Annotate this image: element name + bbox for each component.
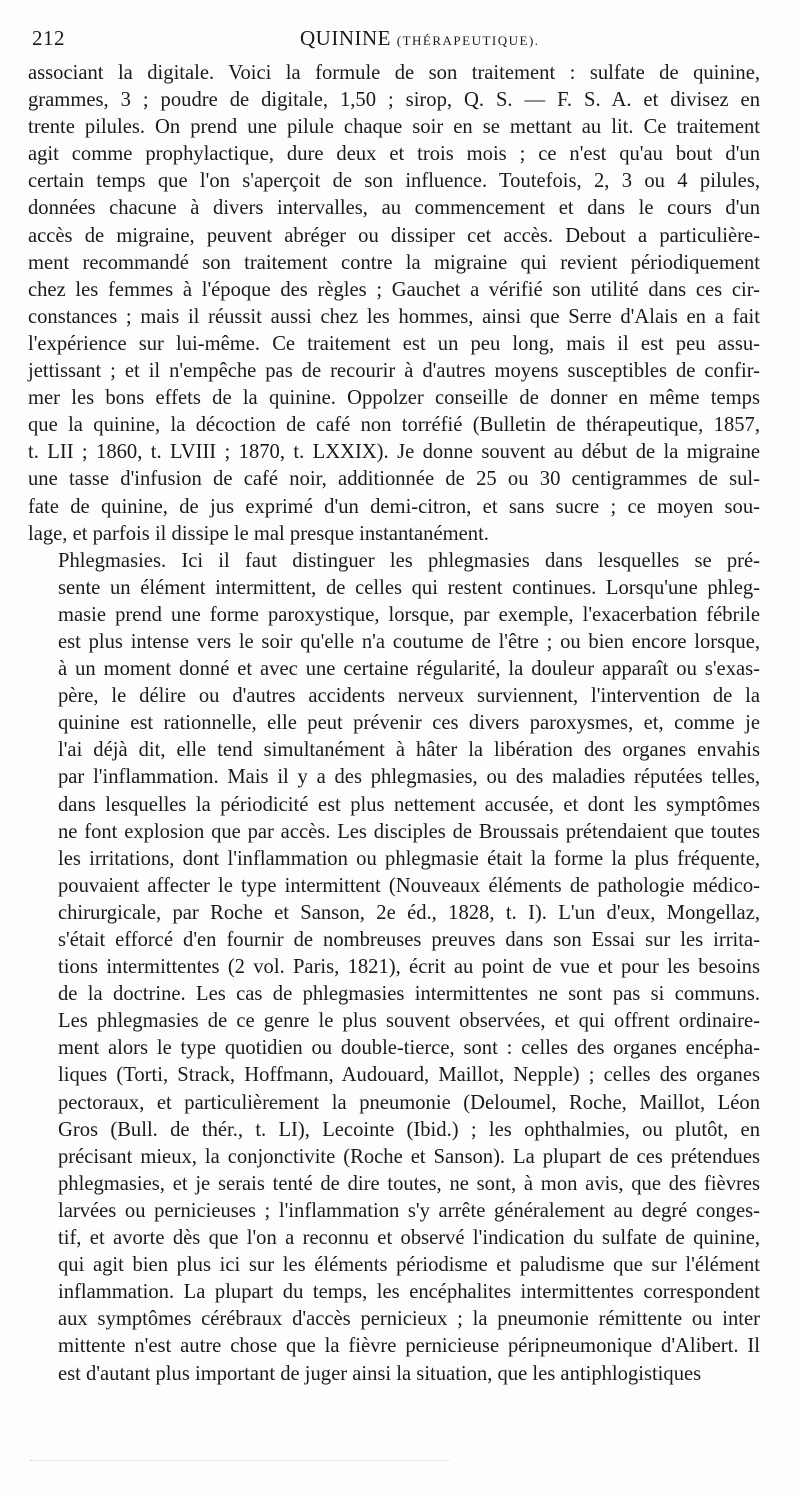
text-line: ment recommandé son traitement contre la migraine qui revient périodiquement [28, 251, 760, 274]
body-text [28, 60, 760, 1388]
paragraph-migraine-treatment [28, 60, 760, 548]
page-header [28, 22, 760, 60]
text-line: une tasse d'infusion de café noir, additionnée de 25 ou 30 centigrammes de sul- [28, 468, 760, 491]
text-line: pectoraux, et particulièrement la pneumonie (Deloumel, Roche, Maillot, Léon [58, 1091, 760, 1114]
text-line: que la quinine, la décoction de café non torréfié (Bulletin de thérapeutique, 1857, [28, 414, 760, 437]
text-line: larvées ou pernicieuses ; l'inflammation s'y arrête généralement au degré conges- [58, 1199, 760, 1222]
text-line: grammes, 3 ; poudre de digitale, 1,50 ; sirop, Q. S. — F. S. A. et divisez en [28, 89, 760, 112]
text-line: s'était efforcé d'en fournir de nombreuses preuves dans son Essai sur les irrita- [58, 929, 760, 951]
text-line: pouvaient affecter le type intermittent (Nouveaux éléments de pathologie médico- [58, 874, 760, 897]
text-line: associant la digitale. Voici la formule de son traitement : sulfate de quinine, [28, 62, 760, 84]
text-line: constances ; mais il réussit aussi chez les hommes, ainsi que Serre d'Alais en a fait [28, 305, 760, 328]
text-line: agit comme prophylactique, dure deux et trois mois ; ce n'est qu'au bout d'un [28, 143, 760, 166]
running-title [300, 26, 540, 51]
text-line: à un moment donné et avec une certaine régularité, la douleur apparaît ou s'exas- [58, 658, 760, 681]
running-title-sub: (THÉRAPEUTIQUE). [396, 33, 540, 48]
text-line: tions intermittentes (2 vol. Paris, 1821), écrit au point de vue et pour les besoins [58, 956, 760, 979]
text-line: père, le délire ou d'autres accidents nerveux surviennent, l'intervention de la [58, 685, 760, 708]
text-line: fate de quinine, de jus exprimé d'un demi-citron, et sans sucre ; ce moyen sou- [28, 495, 760, 518]
text-line: accès de migraine, peuvent abréger ou dissiper cet accès. Debout a particulière- [28, 224, 760, 247]
text-line: mer les bons effets de la quinine. Oppolzer conseille de donner en même temps [28, 387, 760, 410]
text-line: phlegmasies, et je serais tenté de dire toutes, ne sont, à mon avis, que des fièvres [58, 1172, 760, 1195]
scan-artifact [30, 1460, 450, 1463]
text-line: précisant mieux, la conjonctivite (Roche et Sanson). La plupart de ces prétendues [58, 1145, 760, 1168]
text-line: inflammation. La plupart du temps, les encéphalites intermittentes correspondent [58, 1281, 760, 1304]
text-line: dans lesquelles la périodicité est plus nettement accusée, et dont les symptômes [58, 793, 760, 816]
paragraph-phlegmasies [28, 548, 760, 1388]
text-line: les irritations, dont l'inflammation ou phlegmasie était la forme la plus fréquente, [58, 847, 760, 870]
text-line: jettissant ; et il n'empêche pas de recourir à d'autres moyens susceptibles de confir- [28, 360, 760, 383]
text-line: masie prend une forme paroxystique, lorsque, par exemple, l'exacerbation fébrile [58, 603, 760, 626]
text-line: l'ai déjà dit, elle tend simultanément à hâter la libération des organes envahis [58, 739, 760, 762]
text-line: trente pilules. On prend une pilule chaque soir en se mettant au lit. Ce traitement [28, 116, 760, 139]
text-line: de la doctrine. Les cas de phlegmasies intermittentes ne sont pas si communs. [58, 983, 760, 1006]
text-line: qui agit bien plus ici sur les éléments périodisme et paludisme que sur l'élément [58, 1254, 760, 1277]
text-line: sente un élément intermittent, de celles qui restent continues. Lorsqu'une phleg- [58, 576, 760, 599]
text-line: mittente n'est autre chose que la fièvre pernicieuse péripneumonique d'Alibert. Il [58, 1335, 760, 1358]
running-title-main: QUININE [300, 26, 391, 50]
text-line: Les phlegmasies de ce genre le plus souvent observées, et qui offrent ordinaire- [58, 1010, 760, 1033]
text-line: ne font explosion que par accès. Les disciples de Broussais prétendaient que toutes [58, 820, 760, 843]
text-line: Phlegmasies. Ici il faut distinguer les phlegmasies dans lesquelles se pré- [58, 549, 760, 572]
text-line: par l'inflammation. Mais il y a des phlegmasies, ou des maladies réputées telles, [58, 766, 760, 789]
text-line: Gros (Bull. de thér., t. LI), Lecointe (Ibid.) ; les ophthalmies, ou plutôt, en [58, 1118, 760, 1141]
text-line: liques (Torti, Strack, Hoffmann, Audouard, Maillot, Nepple) ; celles des organes [58, 1064, 760, 1087]
text-line: est d'autant plus important de juger ainsi la situation, que les antiphlogistiques [58, 1362, 702, 1385]
text-line: ment alors le type quotidien ou double-tierce, sont : celles des organes encépha- [58, 1037, 760, 1060]
text-line: quinine est rationnelle, elle peut prévenir ces divers paroxysmes, et, comme je [58, 712, 760, 735]
text-line: chez les femmes à l'époque des règles ; Gauchet a vérifié son utilité dans ces cir- [28, 278, 760, 301]
text-line: aux symptômes cérébraux d'accès pernicieux ; la pneumonie rémittente ou inter [58, 1308, 760, 1331]
text-line: t. LII ; 1860, t. LVIII ; 1870, t. LXXIX). Je donne souvent au début de la migraine [28, 441, 760, 464]
text-line: lage, et parfois il dissipe le mal presque instantanément. [28, 522, 489, 545]
text-line: est plus intense vers le soir qu'elle n'a coutume de l'être ; ou bien encore lorsque, [58, 630, 760, 653]
text-line: chirurgicale, par Roche et Sanson, 2e éd., 1828, t. I). L'un d'eux, Mongellaz, [58, 901, 760, 924]
text-line: l'expérience sur lui-même. Ce traitement est un peu long, mais il est peu assu- [28, 332, 760, 355]
text-line: certain temps que l'on s'aperçoit de son influence. Toutefois, 2, 3 ou 4 pilules, [28, 170, 760, 193]
page-number: 212 [32, 26, 65, 50]
text-line: tif, et avorte dès que l'on a reconnu et observé l'indication du sulfate de quinine, [58, 1227, 760, 1250]
text-line: données chacune à divers intervalles, au commencement et dans le cours d'un [28, 197, 760, 220]
